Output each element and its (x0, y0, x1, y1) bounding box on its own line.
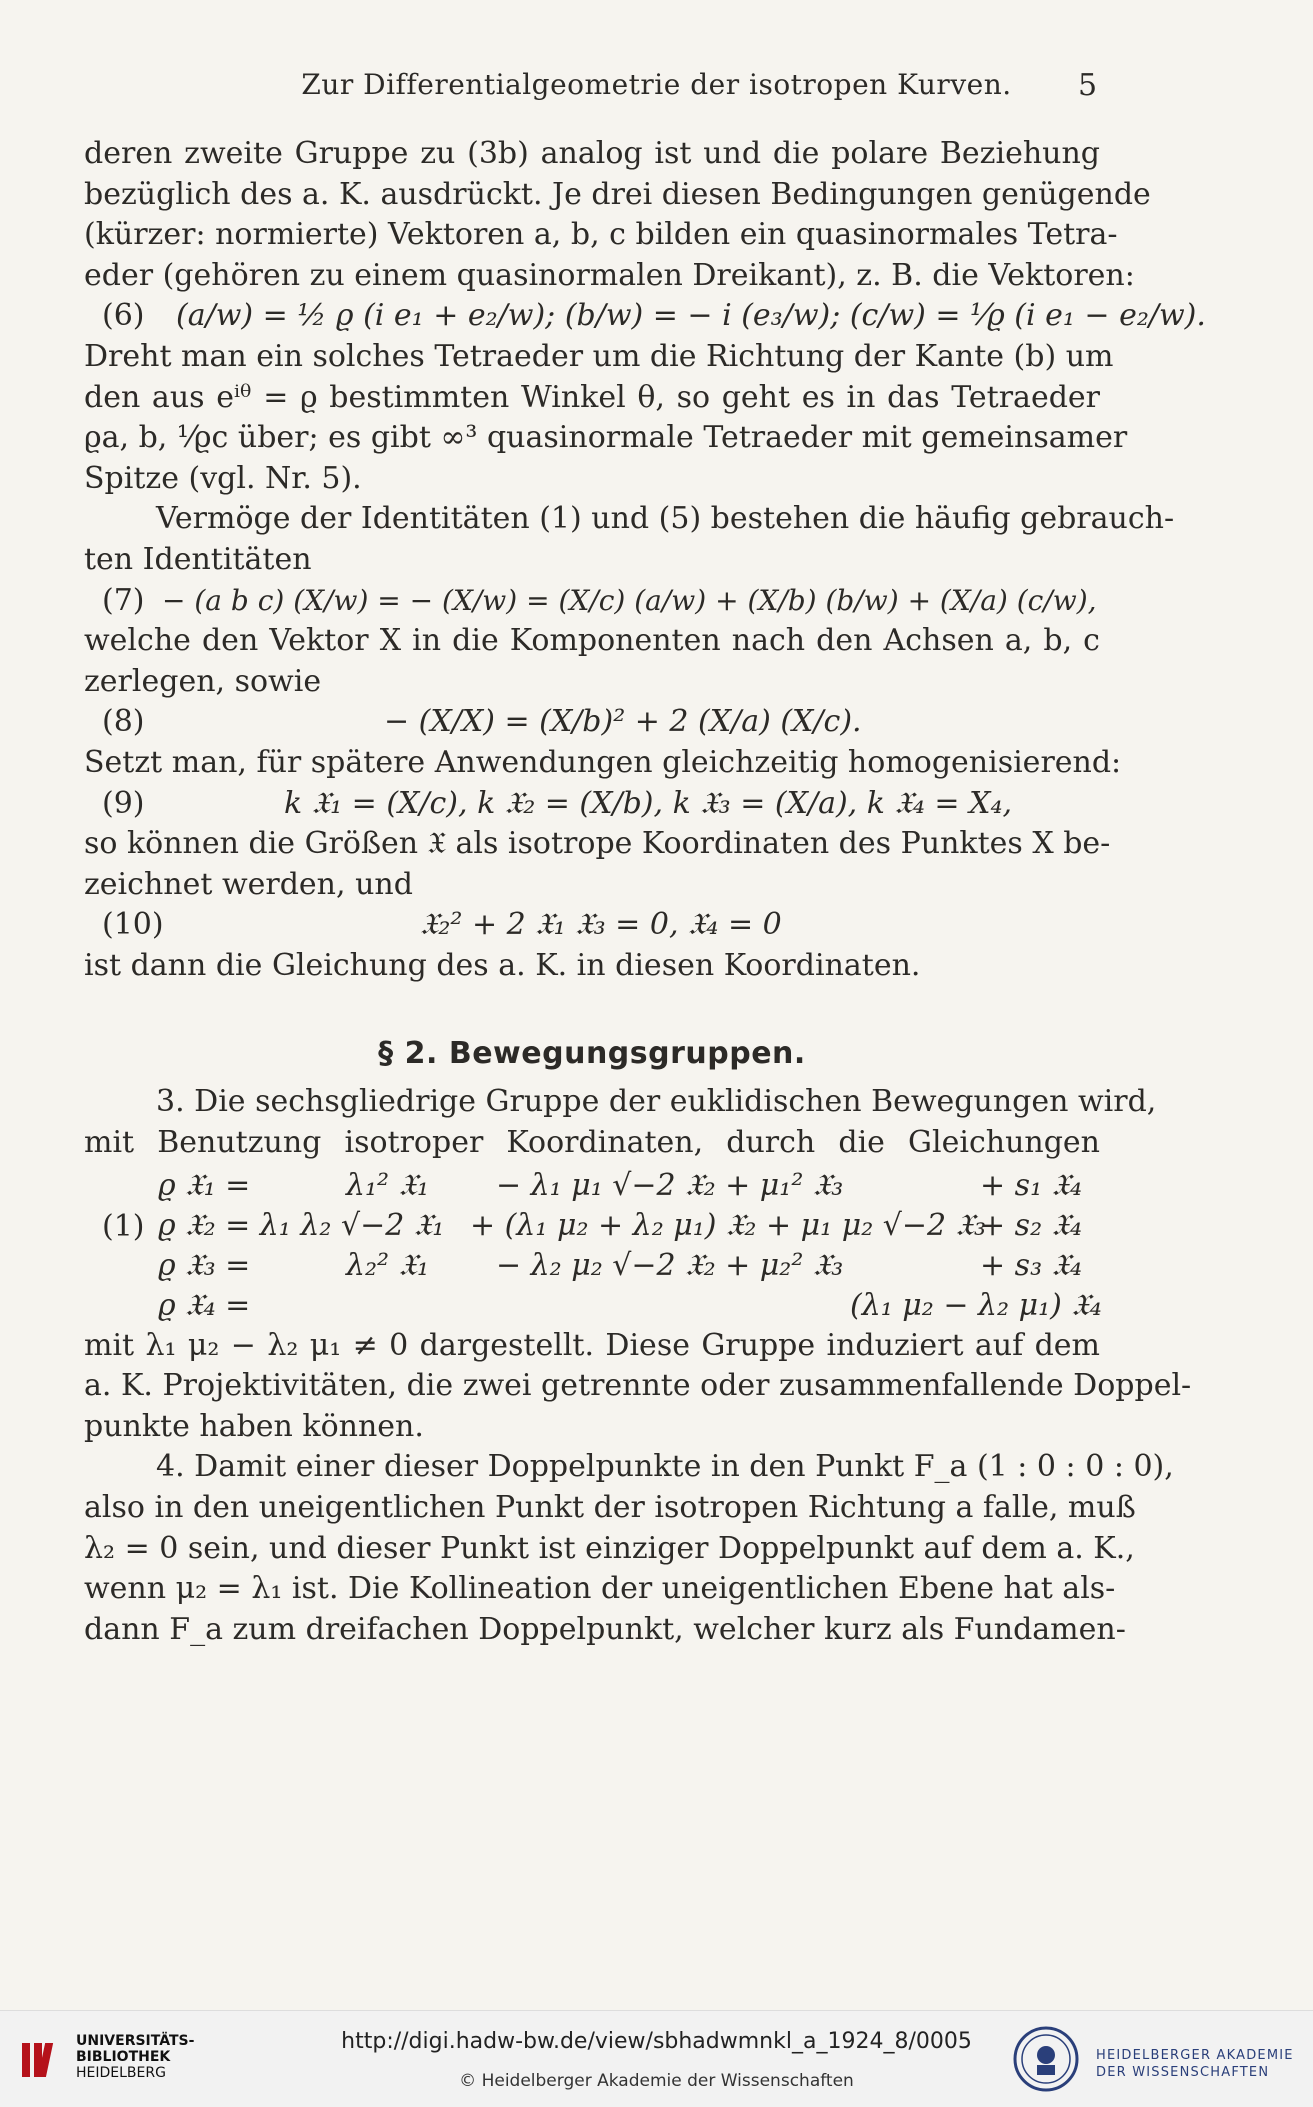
document-url-link[interactable]: http://digi.hadw-bw.de/view/sbhadwmnkl_a_1924_8/0005 (341, 2029, 972, 2054)
text-line: also in den uneigentlichen Punkt der isotropen Richtung a falle, muß (84, 1490, 1136, 1526)
text-line: Vermöge der Identitäten (1) und (5) bestehen die häufig gebrauch- (156, 501, 1175, 537)
system-cell: ϱ 𝔛₂ = λ₁ λ₂ √−2 𝔛₁ (158, 1207, 445, 1243)
library-name-line: BIBLIOTHEK (76, 2049, 171, 2065)
system-row (84, 1246, 1100, 1286)
academy-name-line: DER WISSENSCHAFTEN (1096, 2065, 1270, 2080)
equation-body: 𝔛₂² + 2 𝔛₁ 𝔛₃ = 0, 𝔛₄ = 0 (420, 907, 782, 943)
text-line: eder (gehören zu einem quasinormalen Dreikant), z. B. die Vektoren: (84, 257, 1135, 293)
equation-system-1 (84, 1164, 1100, 1326)
system-cell: − λ₁ μ₁ √−2 𝔛₂ + μ₁² 𝔛₃ (496, 1167, 844, 1203)
body-text (84, 134, 1206, 1650)
copyright-notice: © Heidelberger Akademie der Wissenschaften (459, 2071, 854, 2091)
system-cell: + s₂ 𝔛₄ (980, 1207, 1083, 1243)
text-line: Dreht man ein solches Tetraeder um die Richtung der Kante (b) um (84, 338, 1114, 374)
text-line: mit λ₁ μ₂ − λ₂ μ₁ ≠ 0 dargestellt. Diese Gruppe induziert auf dem (84, 1327, 1100, 1363)
system-cell: + s₃ 𝔛₄ (980, 1247, 1083, 1283)
text-line: Setzt man, für spätere Anwendungen gleichzeitig homogenisierend: (84, 744, 1122, 780)
equation-6 (84, 296, 1206, 337)
equation-body: k 𝔛₁ = (X/c), k 𝔛₂ = (X/b), k 𝔛₃ = (X/a), k 𝔛₄ = X₄, (284, 785, 1013, 821)
equation-number: (1) (102, 1208, 145, 1244)
equation-number: (10) (102, 907, 164, 943)
system-cell: (λ₁ μ₂ − λ₂ μ₁) 𝔛₄ (850, 1287, 1102, 1323)
system-cell: ϱ 𝔛₃ = (158, 1247, 251, 1283)
text-line: λ₂ = 0 sein, und dieser Punkt ist einziger Doppelpunkt auf dem a. K., (84, 1530, 1135, 1566)
equation-8 (84, 702, 1100, 743)
text-line: (kürzer: normierte) Vektoren a, b, c bilden ein quasinormales Tetra- (84, 217, 1118, 253)
section-heading: § 2. Bewegungsgruppen. (378, 1036, 806, 1072)
text-line: punkte haben können. (84, 1408, 424, 1444)
text-line: wenn μ₂ = λ₁ ist. Die Kollineation der uneigentlichen Ebene hat als- (84, 1571, 1116, 1607)
system-cell: − λ₂ μ₂ √−2 𝔛₂ + μ₂² 𝔛₃ (496, 1247, 844, 1283)
text-line: dann F_a zum dreifachen Doppelpunkt, welcher kurz als Fundamen- (84, 1611, 1126, 1647)
text-line: den aus eⁱᶿ = ϱ bestimmten Winkel θ, so geht es in das Tetraeder (84, 379, 1100, 415)
academy-seal-icon (1012, 2025, 1080, 2093)
text-line: ϱa, b, ¹⁄ϱc über; es gibt ∞³ quasinormale Tetraeder mit gemeinsamer (84, 420, 1128, 456)
system-cell: ϱ 𝔛₁ = (158, 1167, 251, 1203)
text-line: a. K. Projektivitäten, die zwei getrennte oder zusammenfallende Doppel- (84, 1368, 1192, 1404)
text-line: 4. Damit einer dieser Doppelpunkte in den Punkt F_a (1 : 0 : 0 : 0), (156, 1449, 1174, 1485)
academy-name-line: HEIDELBERGER AKADEMIE (1096, 2048, 1294, 2063)
equation-7 (84, 581, 1100, 622)
footer-bar (0, 2010, 1313, 2107)
text-line: mit Benutzung isotroper Koordinaten, durch die Gleichungen (84, 1125, 1100, 1161)
page-number: 5 (1078, 68, 1098, 103)
system-cell: + s₁ 𝔛₄ (980, 1167, 1083, 1203)
text-line: zerlegen, sowie (84, 663, 322, 699)
text-line: so können die Größen 𝔛 als isotrope Koordinaten des Punktes X be- (84, 826, 1111, 862)
text-line: zeichnet werden, und (84, 866, 413, 902)
equation-9 (84, 784, 1100, 825)
text-line: 3. Die sechsgliedrige Gruppe der euklidischen Bewegungen wird, (156, 1084, 1157, 1120)
text-line: welche den Vektor X in die Komponenten nach den Achsen a, b, c (84, 623, 1100, 659)
system-cell: ϱ 𝔛₄ = (158, 1287, 251, 1323)
running-title: Zur Differentialgeometrie der isotropen Kurven. (301, 68, 1012, 101)
text-line: ten Identitäten (84, 541, 312, 577)
text-line: ist dann die Gleichung des a. K. in diesen Koordinaten. (84, 947, 921, 983)
equation-body: − (a b c) (X/w) = − (X/w) = (X/c) (a/w) + (X/b) (b/w) + (X/a) (c/w), (162, 583, 1097, 617)
equation-body: (a/w) = ½ ϱ (i e₁ + e₂/w); (b/w) = − i (e₃/w); (c/w) = ¹⁄ϱ (i e₁ − e₂/w). (176, 298, 1206, 334)
equation-10 (84, 905, 1100, 946)
system-cell: λ₂² 𝔛₁ (346, 1247, 430, 1283)
text-line: deren zweite Gruppe zu (3b) analog ist und die polare Beziehung (84, 136, 1100, 171)
equation-number: (8) (102, 704, 145, 740)
equation-number: (7) (102, 582, 145, 618)
equation-number: (9) (102, 785, 145, 821)
system-cell: λ₁² 𝔛₁ (346, 1167, 430, 1203)
equation-number: (6) (102, 298, 145, 334)
text-line: Spitze (vgl. Nr. 5). (84, 460, 362, 496)
equation-body: − (X/X) = (X/b)² + 2 (X/a) (X/c). (384, 704, 862, 740)
library-name-line: HEIDELBERG (76, 2065, 166, 2081)
system-row (84, 1166, 1100, 1206)
text-line: bezüglich des a. K. ausdrückt. Je drei diesen Bedingungen genügende (84, 176, 1151, 212)
system-row (84, 1286, 1100, 1326)
library-name-line: UNIVERSITÄTS- (76, 2033, 195, 2049)
system-cell: + (λ₁ μ₂ + λ₂ μ₁) 𝔛₂ + μ₁ μ₂ √−2 𝔛₃ (470, 1207, 987, 1243)
system-row (84, 1206, 1100, 1246)
